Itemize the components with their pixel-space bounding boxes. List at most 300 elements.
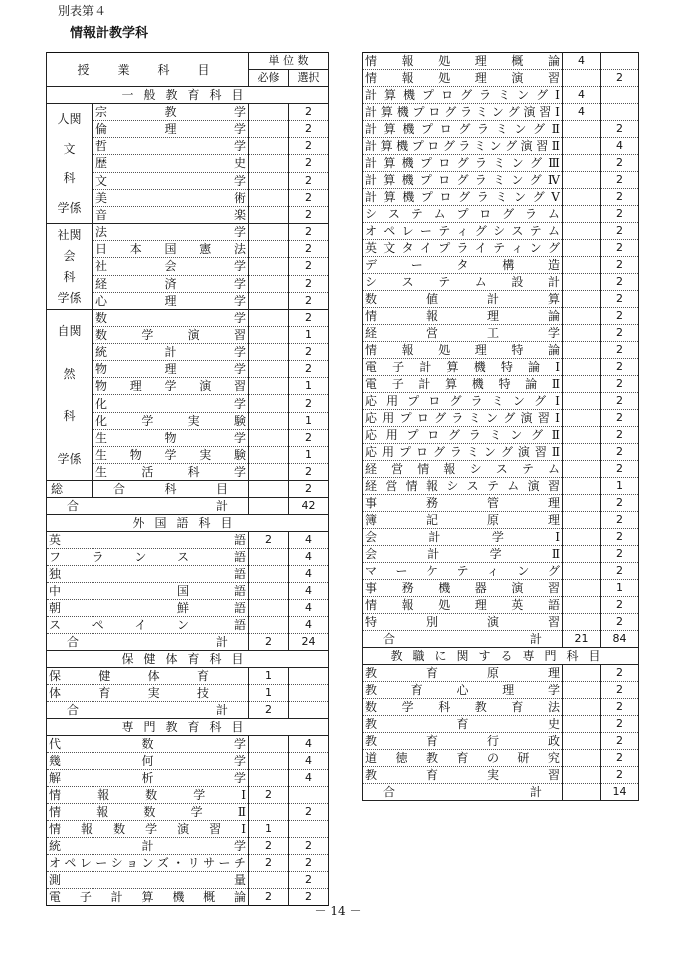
subject-cell bbox=[47, 583, 249, 600]
subject-char: 数 bbox=[365, 700, 378, 714]
subject-name bbox=[365, 308, 560, 324]
subject-name bbox=[49, 549, 246, 565]
subject-name bbox=[365, 750, 560, 766]
subject-char: 政 bbox=[547, 734, 560, 748]
required-units bbox=[563, 614, 601, 631]
subject-char: リ bbox=[187, 856, 200, 870]
total-label bbox=[47, 498, 249, 515]
subject-name bbox=[95, 327, 246, 343]
subject-char: Ⅱ bbox=[237, 805, 246, 819]
subject-char: ス bbox=[176, 550, 189, 564]
subject-name bbox=[49, 736, 246, 752]
subject-char: 育 bbox=[425, 768, 438, 782]
required-units bbox=[563, 444, 601, 461]
subject-cell bbox=[93, 463, 249, 480]
subject-cell bbox=[363, 138, 563, 155]
subject-char: 理 bbox=[164, 293, 177, 308]
subject-char: 学 bbox=[234, 345, 247, 360]
subject-char: 学 bbox=[234, 293, 247, 308]
subject-char: 演 bbox=[187, 328, 200, 343]
subject-char: 心 bbox=[95, 293, 108, 308]
subject-char: 経 bbox=[365, 462, 378, 476]
subject-char: ン bbox=[483, 445, 496, 459]
subject-cell bbox=[363, 155, 563, 172]
table-row bbox=[47, 787, 329, 804]
subject-char: ィ bbox=[456, 224, 469, 238]
subject-name bbox=[95, 447, 246, 463]
elective-header: 選択 bbox=[289, 70, 329, 87]
subject-char: 生 bbox=[95, 447, 108, 462]
table-row bbox=[47, 838, 329, 855]
table-row bbox=[363, 410, 639, 427]
subject-cell bbox=[93, 292, 249, 309]
table-row bbox=[363, 121, 639, 138]
subject-char: Ⅰ bbox=[555, 360, 560, 374]
subject-char: 習 bbox=[547, 479, 560, 493]
subject-char: ン bbox=[134, 550, 147, 564]
subject-char: 情 bbox=[49, 805, 62, 819]
subject-char: 計 bbox=[428, 530, 441, 544]
subject-char: 報 bbox=[401, 54, 414, 68]
required-units bbox=[249, 498, 289, 515]
subject-char: 教 bbox=[365, 768, 378, 782]
section-title: 専門教育科目 bbox=[47, 719, 329, 736]
subject-char: 学 bbox=[234, 122, 247, 137]
subject-char: 体 bbox=[49, 686, 62, 700]
elective-units: 2 bbox=[601, 308, 639, 325]
subject-char: 用 bbox=[381, 445, 394, 459]
subject-char: プ bbox=[419, 173, 432, 187]
subject-char: 論 bbox=[547, 309, 560, 323]
subject-char: Ⅰ bbox=[555, 88, 560, 102]
subject-cell bbox=[93, 189, 249, 206]
subject-cell bbox=[93, 155, 249, 172]
subject-name bbox=[49, 804, 246, 820]
elective-units: 24 bbox=[289, 634, 329, 651]
subject-name bbox=[95, 241, 246, 257]
subject-name bbox=[365, 189, 560, 205]
table-row bbox=[363, 614, 639, 631]
category-label bbox=[47, 224, 92, 309]
subject-char: ス bbox=[466, 479, 479, 493]
subject-char: プ bbox=[422, 88, 435, 102]
subject-char: 情 bbox=[417, 462, 430, 476]
curriculum-table-right bbox=[362, 52, 639, 801]
subject-cell bbox=[93, 378, 249, 395]
table-row bbox=[47, 736, 329, 753]
subject-char: 教 bbox=[365, 666, 378, 680]
subject-char: 特 bbox=[365, 615, 378, 629]
subject-char: 習 bbox=[536, 139, 549, 153]
subject-char: 学 bbox=[141, 328, 154, 343]
subject-char: ミ bbox=[489, 428, 502, 442]
required-units bbox=[563, 495, 601, 512]
appendix-label: 別表第４ bbox=[58, 4, 107, 18]
required-units: 2 bbox=[249, 855, 289, 872]
subject-char: テ bbox=[521, 462, 534, 476]
subject-char: プ bbox=[406, 428, 419, 442]
required-units bbox=[249, 292, 289, 309]
subject-char: ラ bbox=[468, 428, 481, 442]
subject-char: 習 bbox=[547, 71, 560, 85]
required-units: 2 bbox=[249, 787, 289, 804]
subject-char: Ⅰ bbox=[555, 411, 560, 425]
required-units: 2 bbox=[249, 838, 289, 855]
table-row bbox=[363, 376, 639, 393]
subject-name bbox=[95, 173, 246, 189]
table-row bbox=[363, 291, 639, 308]
table-row bbox=[363, 189, 639, 206]
subject-char: Ⅱ bbox=[551, 547, 560, 561]
subject-char: テ bbox=[486, 479, 499, 493]
elective-units: 2 bbox=[601, 189, 639, 206]
elective-units: 2 bbox=[289, 463, 329, 480]
subject-cell bbox=[363, 716, 563, 733]
language-name bbox=[49, 549, 189, 565]
subject-name bbox=[49, 872, 246, 888]
subject-char: グ bbox=[444, 105, 457, 119]
required-units bbox=[249, 121, 289, 138]
subject-cell bbox=[363, 240, 563, 257]
subject-char: 科 bbox=[438, 700, 451, 714]
elective-units: 2 bbox=[601, 121, 639, 138]
subject-cell bbox=[93, 224, 249, 241]
subject-char: 学 bbox=[164, 447, 177, 462]
subject-char: 技 bbox=[196, 686, 209, 700]
required-units bbox=[249, 104, 289, 121]
subject-name bbox=[95, 258, 246, 274]
subject-char: 数 bbox=[145, 788, 158, 802]
subject-char: 電 bbox=[365, 360, 378, 374]
subject-char: 学 bbox=[164, 379, 177, 394]
required-units bbox=[249, 412, 289, 429]
subject-cell bbox=[363, 750, 563, 767]
subject-char: グ bbox=[434, 411, 447, 425]
table-row bbox=[363, 665, 639, 682]
subject-char: ン bbox=[517, 564, 530, 578]
elective-units: 4 bbox=[289, 617, 329, 634]
subject-char: 工 bbox=[486, 326, 499, 340]
required-units bbox=[563, 376, 601, 393]
subject-char: 原 bbox=[486, 666, 499, 680]
total-label bbox=[47, 702, 249, 719]
required-units bbox=[249, 617, 289, 634]
subject-char: 造 bbox=[547, 258, 560, 272]
elective-units: 2 bbox=[289, 429, 329, 446]
subject-name bbox=[49, 634, 246, 650]
category-cell bbox=[47, 224, 93, 310]
subject-char: Ⅴ bbox=[551, 190, 560, 204]
subject-char: 処 bbox=[438, 598, 451, 612]
subject-char: 生 bbox=[95, 464, 108, 479]
subject-cell bbox=[47, 617, 249, 634]
subject-char: 機 bbox=[396, 105, 409, 119]
subject-char: 演 bbox=[520, 411, 533, 425]
subject-char: 経 bbox=[365, 479, 378, 493]
section-row bbox=[47, 515, 329, 532]
subject-char: 特 bbox=[511, 343, 524, 357]
subject-char: グ bbox=[503, 411, 516, 425]
subject-name bbox=[365, 274, 560, 290]
subject-cell bbox=[363, 427, 563, 444]
subject-name bbox=[365, 70, 560, 86]
subject-char: 報 bbox=[401, 343, 414, 357]
language-name bbox=[49, 583, 189, 599]
subject-name bbox=[365, 325, 560, 341]
subject-char: Ⅰ bbox=[555, 530, 560, 544]
required-units bbox=[563, 206, 601, 223]
subject-char: Ⅰ bbox=[555, 105, 560, 119]
table-row bbox=[47, 532, 329, 549]
subject-char: 算 bbox=[383, 190, 396, 204]
subject-char: 独 bbox=[49, 567, 62, 581]
elective-units: 4 bbox=[289, 583, 329, 600]
section-row bbox=[363, 648, 639, 665]
subject-char: 論 bbox=[525, 377, 538, 391]
subject-char: 科 bbox=[164, 482, 177, 496]
subject-cell bbox=[47, 685, 249, 702]
subject-char: 学 bbox=[141, 413, 154, 428]
subject-char: 習 bbox=[233, 328, 246, 343]
subject-char: 電 bbox=[49, 890, 62, 904]
required-units bbox=[249, 361, 289, 378]
subject-char: 機 bbox=[471, 377, 484, 391]
subject-char: ン bbox=[514, 190, 527, 204]
subject-char: ラ bbox=[458, 139, 471, 153]
section-title: 外国語科目 bbox=[47, 515, 329, 532]
subject-cell bbox=[363, 461, 563, 478]
elective-units: 2 bbox=[289, 855, 329, 872]
subject-char: 学 bbox=[547, 326, 560, 340]
subject-char: 物 bbox=[95, 362, 108, 377]
subject-char: 子 bbox=[392, 360, 405, 374]
elective-units: 4 bbox=[289, 753, 329, 770]
subject-cell bbox=[363, 393, 563, 410]
required-units bbox=[249, 138, 289, 155]
table-row bbox=[47, 821, 329, 838]
required-units bbox=[563, 342, 601, 359]
table-row bbox=[363, 529, 639, 546]
subject-name bbox=[49, 685, 209, 701]
required-units bbox=[563, 529, 601, 546]
subject-char: 生 bbox=[95, 430, 108, 445]
subject-char: ン bbox=[514, 122, 527, 136]
subject-name bbox=[95, 104, 246, 120]
elective-units: 1 bbox=[601, 478, 639, 495]
category-text: 学係 bbox=[57, 451, 82, 466]
elective-units: 2 bbox=[601, 461, 639, 478]
elective-units: 2 bbox=[601, 767, 639, 784]
subject-char: プ bbox=[399, 411, 412, 425]
subject-char: 計 bbox=[110, 890, 123, 904]
subject-char: 演 bbox=[523, 105, 536, 119]
subject-char: ー bbox=[410, 258, 423, 272]
table-row bbox=[363, 104, 639, 121]
subject-name bbox=[365, 138, 560, 154]
category-text: 学係 bbox=[57, 291, 82, 306]
subject-name bbox=[365, 444, 560, 460]
elective-units: 2 bbox=[289, 121, 329, 138]
required-units bbox=[249, 804, 289, 821]
elective-units bbox=[601, 104, 639, 121]
subject-char: 計 bbox=[216, 635, 229, 649]
subject-char: グ bbox=[534, 394, 547, 408]
table-row bbox=[47, 104, 329, 121]
subject-char: 化 bbox=[95, 413, 108, 428]
category-text: 社関 bbox=[57, 227, 82, 242]
subject-char: 記 bbox=[425, 513, 438, 527]
subject-char: ロ bbox=[415, 445, 428, 459]
subject-name bbox=[49, 532, 246, 548]
subject-name bbox=[365, 563, 560, 579]
subject-char: テ bbox=[438, 275, 451, 289]
table-row bbox=[363, 274, 639, 291]
subject-char: テ bbox=[438, 224, 451, 238]
subject-name bbox=[95, 293, 246, 309]
subject-char: Ⅱ bbox=[551, 377, 560, 391]
table-row bbox=[363, 393, 639, 410]
subject-name bbox=[365, 206, 560, 222]
subject-char: 情 bbox=[365, 309, 378, 323]
elective-units: 2 bbox=[601, 563, 639, 580]
subject-char: ョ bbox=[126, 856, 139, 870]
subject-name bbox=[365, 427, 560, 443]
subject-name bbox=[49, 583, 246, 599]
subject-char: ラ bbox=[525, 207, 538, 221]
subject-char: ミ bbox=[466, 445, 479, 459]
subject-char: 化 bbox=[95, 396, 108, 411]
required-units bbox=[249, 206, 289, 223]
required-units: 21 bbox=[563, 631, 601, 648]
subject-suffix: 語 bbox=[234, 550, 247, 564]
subject-char: 英 bbox=[49, 533, 62, 547]
subject-char: 計 bbox=[141, 839, 154, 853]
subject-char: 理 bbox=[164, 362, 177, 377]
subject-name bbox=[365, 121, 560, 137]
subject-char: 論 bbox=[528, 360, 541, 374]
subject-name bbox=[365, 784, 560, 800]
subject-char: グ bbox=[529, 173, 542, 187]
subject-char: 算 bbox=[383, 173, 396, 187]
total-row bbox=[47, 634, 329, 651]
subject-char: Ⅱ bbox=[551, 139, 560, 153]
required-units bbox=[563, 427, 601, 444]
subject-char: 法 bbox=[95, 225, 108, 240]
subject-char: 国 bbox=[176, 584, 189, 598]
subject-cell bbox=[363, 376, 563, 393]
subject-char: 幾 bbox=[49, 754, 62, 768]
subject-char: 美 bbox=[95, 190, 108, 205]
subject-header: 授 業 科 目 bbox=[47, 53, 249, 87]
subject-char: 健 bbox=[98, 669, 111, 683]
subject-name bbox=[365, 410, 560, 426]
required-units bbox=[249, 327, 289, 344]
subject-char: 計 bbox=[418, 377, 431, 391]
subject-name bbox=[365, 478, 560, 494]
subject-name bbox=[49, 838, 246, 854]
subject-name bbox=[49, 753, 246, 769]
subject-char: 目 bbox=[216, 482, 229, 496]
category-text: 自関 bbox=[57, 324, 82, 339]
subject-char: 情 bbox=[365, 598, 378, 612]
elective-units: 2 bbox=[289, 224, 329, 241]
elective-units bbox=[601, 87, 639, 104]
subject-char: ロ bbox=[439, 190, 452, 204]
subject-char: 算 bbox=[141, 890, 154, 904]
subject-char: グ bbox=[458, 122, 471, 136]
subject-char: 物 bbox=[164, 430, 177, 445]
subject-char: 営 bbox=[385, 479, 398, 493]
subject-char: テ bbox=[529, 224, 542, 238]
subject-char: 計 bbox=[365, 190, 378, 204]
subject-cell bbox=[47, 804, 249, 821]
subject-char: グ bbox=[502, 207, 515, 221]
elective-units: 2 bbox=[601, 223, 639, 240]
subject-char: 経 bbox=[365, 326, 378, 340]
subject-char: 報 bbox=[81, 822, 94, 836]
elective-units: 4 bbox=[289, 549, 329, 566]
subject-char: ロ bbox=[427, 139, 440, 153]
subject-char: 演 bbox=[517, 445, 530, 459]
subject-cell bbox=[47, 770, 249, 787]
subject-char: 朝 bbox=[49, 601, 62, 615]
total-label bbox=[363, 631, 563, 648]
subject-cell bbox=[93, 138, 249, 155]
elective-units: 4 bbox=[289, 532, 329, 549]
elective-units: 4 bbox=[289, 600, 329, 617]
subject-cell bbox=[47, 872, 249, 889]
subject-char: 情 bbox=[405, 479, 418, 493]
elective-units: 2 bbox=[601, 172, 639, 189]
subject-char: 処 bbox=[438, 54, 451, 68]
required-units bbox=[249, 224, 289, 241]
subject-name bbox=[365, 716, 560, 732]
subject-char: 計 bbox=[365, 173, 378, 187]
subject-char: 報 bbox=[425, 309, 438, 323]
subject-char: 務 bbox=[425, 496, 438, 510]
subject-char: ロ bbox=[479, 207, 492, 221]
subject-char: プ bbox=[438, 241, 451, 255]
subject-char: 算 bbox=[384, 88, 397, 102]
subject-char: 音 bbox=[95, 207, 108, 222]
total-row bbox=[47, 702, 329, 719]
elective-units: 2 bbox=[289, 292, 329, 309]
subject-char: 用 bbox=[382, 411, 395, 425]
subject-char: 別 bbox=[425, 615, 438, 629]
subject-char: 術 bbox=[234, 190, 247, 205]
subject-cell bbox=[363, 172, 563, 189]
required-units bbox=[563, 257, 601, 274]
required-units bbox=[249, 753, 289, 770]
table-row bbox=[47, 549, 329, 566]
required-units bbox=[249, 310, 289, 327]
table-row bbox=[47, 600, 329, 617]
subject-char: 会 bbox=[164, 259, 177, 274]
subject-char: 機 bbox=[402, 122, 415, 136]
subject-char: ム bbox=[474, 275, 487, 289]
subject-cell bbox=[93, 206, 249, 223]
curriculum-table-left bbox=[46, 52, 329, 906]
category-text: 科 bbox=[63, 171, 76, 186]
subject-char: ラ bbox=[470, 394, 483, 408]
subject-char: ・ bbox=[172, 856, 185, 870]
subject-char: 数 bbox=[365, 292, 378, 306]
required-units bbox=[563, 682, 601, 699]
subject-char: グ bbox=[456, 156, 469, 170]
table-row bbox=[363, 87, 639, 104]
total-label bbox=[363, 784, 563, 801]
subject-char: グ bbox=[533, 122, 546, 136]
